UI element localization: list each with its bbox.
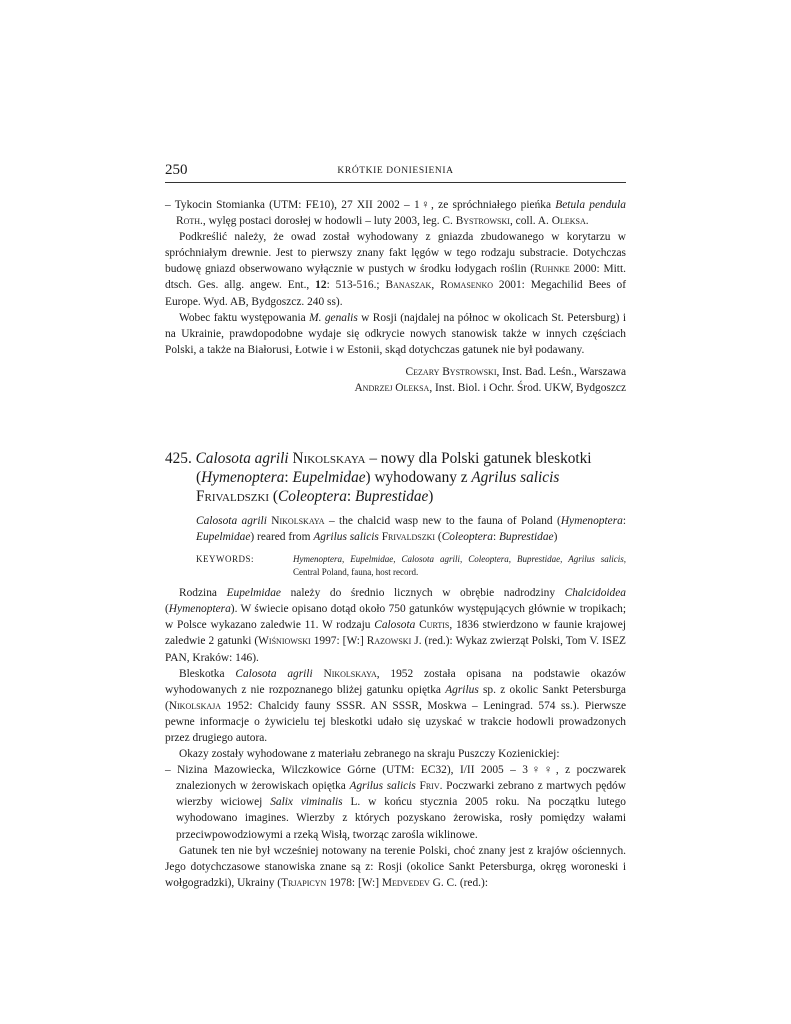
paragraph-nest-substrate: Podkreślić należy, że owad został wyhodowany z gniazda zbudowanego w korytarzu w spróchniałym drewnie. Jest to pierwszy znany fakt lęgów w tego rodzaju substracie. Dotychczas budowę gniazd obserwowano wyłącznie w pustych w środku łodygach roślin (Ruhnke 2000: Mitt. dtsch. Ges. allg. angew. Ent., 12: 513-516.; Banaszak, Romasenko 2001: Megachilid Bees of Europe. Wyd. AB, Bydgoszcz. 240 ss). <box>165 231 627 308</box>
paragraph-material: Okazy zostały wyhodowane z materiału zebranego na skraju Puszczy Kozienickiej: <box>179 748 560 761</box>
running-head: KRÓTKIE DONIESIENIA <box>337 166 454 176</box>
author-signature-1: Cezary Bystrowski, Inst. Bad. Leśn., Warszawa <box>405 365 626 378</box>
author-signature-2: Andrzej Oleksa, Inst. Biol. i Ochr. Środ. UKW, Bydgoszcz <box>354 382 626 395</box>
paragraph-distribution: Wobec faktu występowania M. genalis w Rosji (najdalej na północ w okolicach St. Petersburg) i na Ukrainie, prawdopodobne wydaje się odkrycie nowych stanowisk także w innych częściach Polski, a także na Białorusi, Łotwie i w Estonii, skąd dotychczas gatunek nie był podawany. <box>165 311 627 356</box>
article-title: 425. Calosota agrili Nikolskaya – nowy dla Polski gatunek bleskotki (Hymenoptera: Eupelmidae) wyhodowany z Agrilus salicis Frivaldszki (Coleoptera: Buprestidae) <box>165 450 592 506</box>
collection-record: – Tykocin Stomianka (UTM: FE10), 27 XII 2002 – 1♀, ze spróchniałego pieńka Betula pendula Roth., wylęg postaci dorosłej w hodowli – luty 2003, leg. C. Bystrowski, coll. A. Oleksa. <box>165 199 626 228</box>
document-page <box>165 162 626 891</box>
english-title: Calosota agrili Nikolskaya – the chalcid wasp new to the fauna of Poland (Hymenoptera: Eupelmidae) reared from Agrilus salicis Frivaldszki (Coleoptera: Buprestidae) <box>196 515 626 544</box>
paragraph-family: Rodzina Eupelmidae należy do średnio licznych w obrębie nadrodziny Chalcidoidea (Hymenoptera). W świecie opisano dotąd około 750 gatunków występujących głównie w tropikach; w Polsce wykazano zaledwie 11. W rodzaju Calosota Curtis, 1836 stwierdzono w faunie krajowej zaledwie 2 gatunki (Wiśniowski 1997: [W:] Razowski J. (red.): Wykaz zwierząt Polski, Tom V. ISEZ PAN, Kraków: 146). <box>165 587 626 664</box>
keywords <box>165 553 626 578</box>
paragraph-range: Gatunek ten nie był wcześniej notowany na terenie Polski, choć znany jest z krajów ościennych. Jego dotychczasowe stanowiska znane są z: Rosji (okolice Sankt Petersburga, okręg woroneski i wołgogradzki), Ukrainy (Trjapicyn 1978: [W:] Medvedev G. C. (red.): <box>165 844 626 889</box>
material-record: – Nizina Mazowiecka, Wilczkowice Górne (UTM: EC32), I/II 2005 – 3♀♀, z poczwarek znalezionych w żerowiskach opiętka Agrilus salicis Friv. Poczwarki zebrano z martwych pędów wierzby wiciowej Salix viminalis L. w końcu stycznia 2005 roku. Na początku lutego wyhodowano imagines. Wierzby z których pozyskano żerowiska, rosły pomiędzy wałami przeciwpowodziowymi a rzeką Wisłą, tworząc zarośla wiklinowe. <box>165 764 626 841</box>
keywords-label: KEYWORDS: <box>196 554 254 565</box>
page-number: 250 <box>165 162 188 178</box>
paragraph-description: Bleskotka Calosota agrili Nikolskaya, 1952 została opisana na podstawie okazów wyhodowanych z nie rozpoznanego bliżej gatunku opiętka Agrilus sp. z okolic Sankt Petersburga (Nikolskaja 1952: Chalcidy fauny SSSR. AN SSSR, Moskwa – Leningrad. 574 ss.). Pierwsze pewne informacje o żywicielu tej bleskotki udało się uzyskać w trakcie hodowli prowadzonych przez drugiego autora. <box>165 667 627 744</box>
page-header <box>165 162 626 183</box>
keywords-text: Hymenoptera, Eupelmidae, Calosota agrili, Coleoptera, Buprestidae, Agrilus salicis, Central Poland, fauna, host record. <box>293 554 626 577</box>
